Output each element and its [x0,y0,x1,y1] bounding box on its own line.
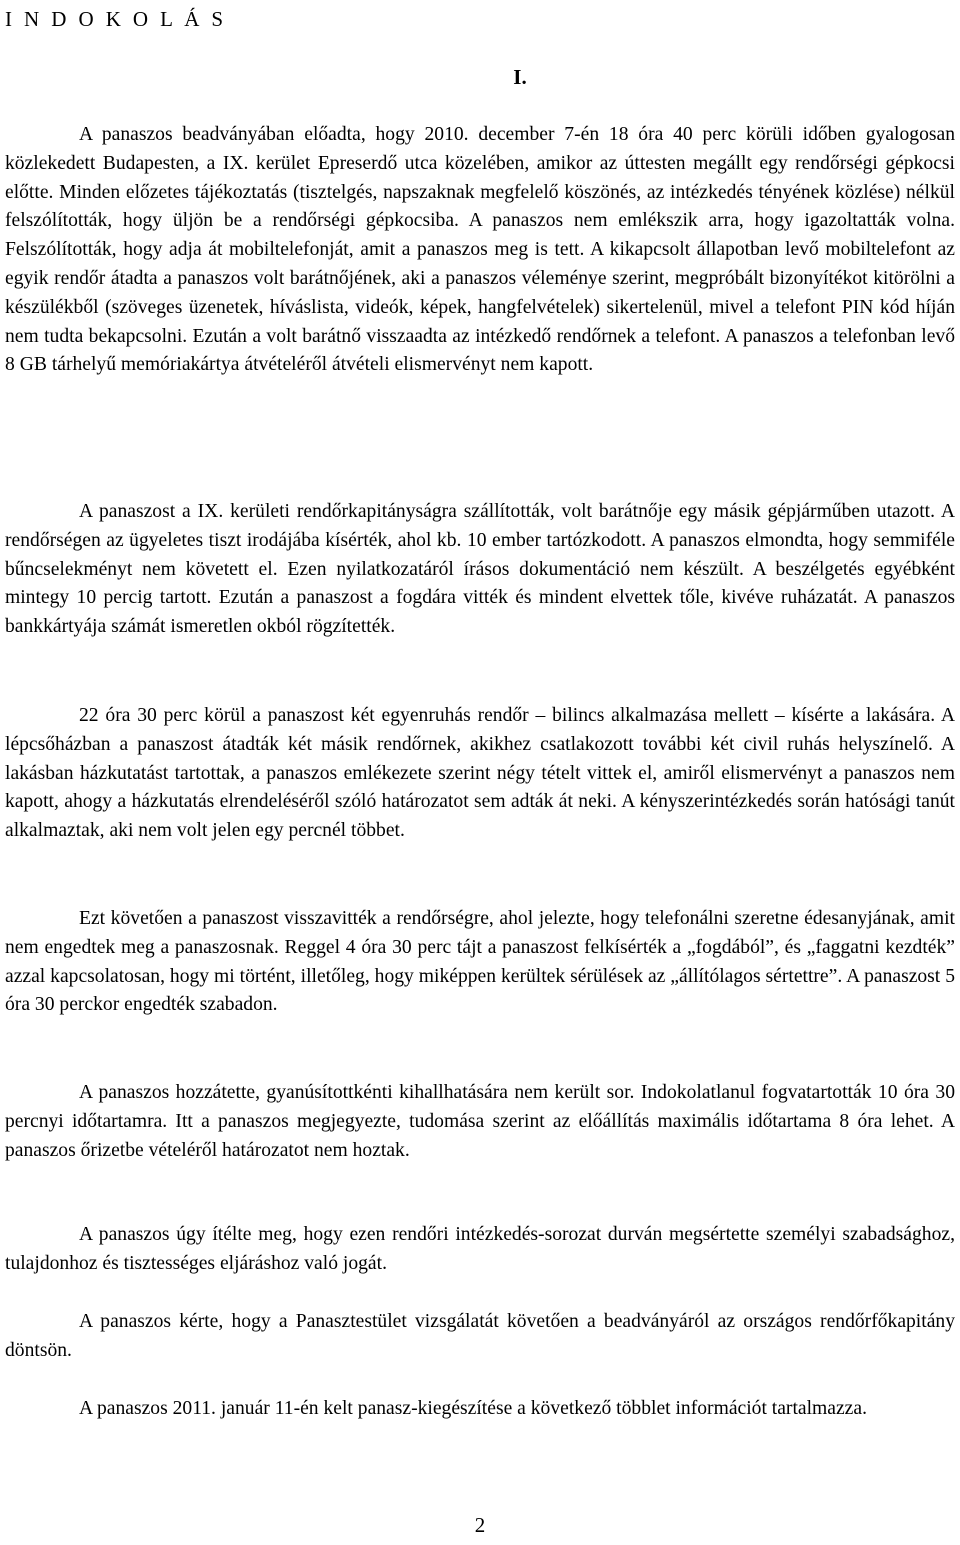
page-number: 2 [474,1513,486,1537]
paragraph-1: A panaszos beadványában előadta, hogy 2010. december 7-én 18 óra 40 perc körüli időben gyalogosan közlekedett Budapesten, a IX. kerület Epreserdő utca közelében, amikor az úttesten megállt egy rendőrségi gépkocsi előtte. Minden előzetes tájékoztatás (tisztelgés, napszaknak megfelelő köszönés, az intézkedés tényének közlése) nélkül felszólították, hogy üljön be a rendőrségi gépkocsiba. A panaszos nem emlékszik arra, hogy igazoltatták volna. Felszólították, hogy adja át mobiltelefonját, amit a panaszos meg is tett. A kikapcsolt állapotban levő mobiltelefont az egyik rendőr átadta a panaszos volt barátnőjének, aki a panaszos véleménye szerint, megpróbált bizonyítékot kitörölni a készülékből (szöveges üzenetek, híváslista, videók, képek, hangfelvételek) sikertelenül, mivel a telefont PIN kód híján nem tudta bekapcsolni. Ezután a volt barátnő visszaadta az intézkedő rendőrnek a telefont. A panaszos a telefonban levő 8 GB tárhelyű memóriakártya átvételéről átvételi elismervényt nem kapott. [5,124,955,376]
paragraph-7: A panaszos kérte, hogy a Panasztestület vizsgálatát követően a beadványáról az országos rendőrfőkapitány döntsön. [5,1311,955,1361]
paragraph-4: Ezt követően a panaszost visszavitték a rendőrségre, ahol jelezte, hogy telefonálni szeretne édesanyjának, amit nem engedtek meg a panaszosnak. Reggel 4 óra 30 perc tájt a panaszost felkísérték a „fogdából”, és „faggatni kezdték” azzal kapcsolatosan, hogy mi történt, illetőleg, hogy miképpen kerültek sérülések az „állítólagos sértettre”. A panaszost 5 óra 30 perckor engedték szabadon. [5,908,955,1016]
paragraph-6: A panaszos úgy ítélte meg, hogy ezen rendőri intézkedés-sorozat durván megsértette személyi szabadsághoz, tulajdonhoz és tisztességes eljáráshoz való jogát. [5,1224,955,1274]
paragraph-8: A panaszos 2011. január 11-én kelt panasz-kiegészítése a következő többlet információt tartalmazza. [79,1398,867,1419]
paragraph-2: A panaszost a IX. kerületi rendőrkapitányságra szállították, volt barátnője egy másik gépjárműben utazott. A rendőrségen az ügyeletes tiszt irodájába kísérték, ahol kb. 10 ember tartózkodott. A panaszos elmondta, hogy semmiféle bűncselekményt nem követett el. Ezen nyilatkozatáról írásos dokumentáció nem készült. A beszélgetés egyébként mintegy 10 percig tartott. Ezután a panaszost a fogdára vitték és mindent elvettek tőle, kivéve ruházatát. A panaszos bankkártyája számát ismeretlen okból rögzítették. [5,501,955,638]
document-heading: I N D O K O L Á S [5,7,227,31]
paragraph-3: 22 óra 30 perc körül a panaszost két egyenruhás rendőr – bilincs alkalmazása mellett – kísérte a lakására. A lépcsőházban a panaszost átadták két másik rendőrnek, akikhez csatlakozott további két civil ruhás helyszínelő. A lakásban házkutatást tartottak, a panaszos emlékezete szerint négy tételt vittek el, amiről elismervényt a panaszos nem kapott, ahogy a házkutatás elrendeléséről szóló határozatot sem adták át neki. A kényszerintézkedés során hatósági tanút alkalmaztak, aki nem volt jelen egy percnél többet. [5,705,955,842]
paragraph-5: A panaszos hozzátette, gyanúsítottkénti kihallhatására nem került sor. Indokolatlanul fogvatartották 10 óra 30 percnyi időtartamra. Itt a panaszos megjegyezte, tudomása szerint az előállítás maximális időtartama 8 óra lehet. A panaszos őrizetbe vételéről határozatot nem hoztak. [5,1082,955,1161]
document-page [5,0,955,1545]
section-number: I. [513,65,527,89]
